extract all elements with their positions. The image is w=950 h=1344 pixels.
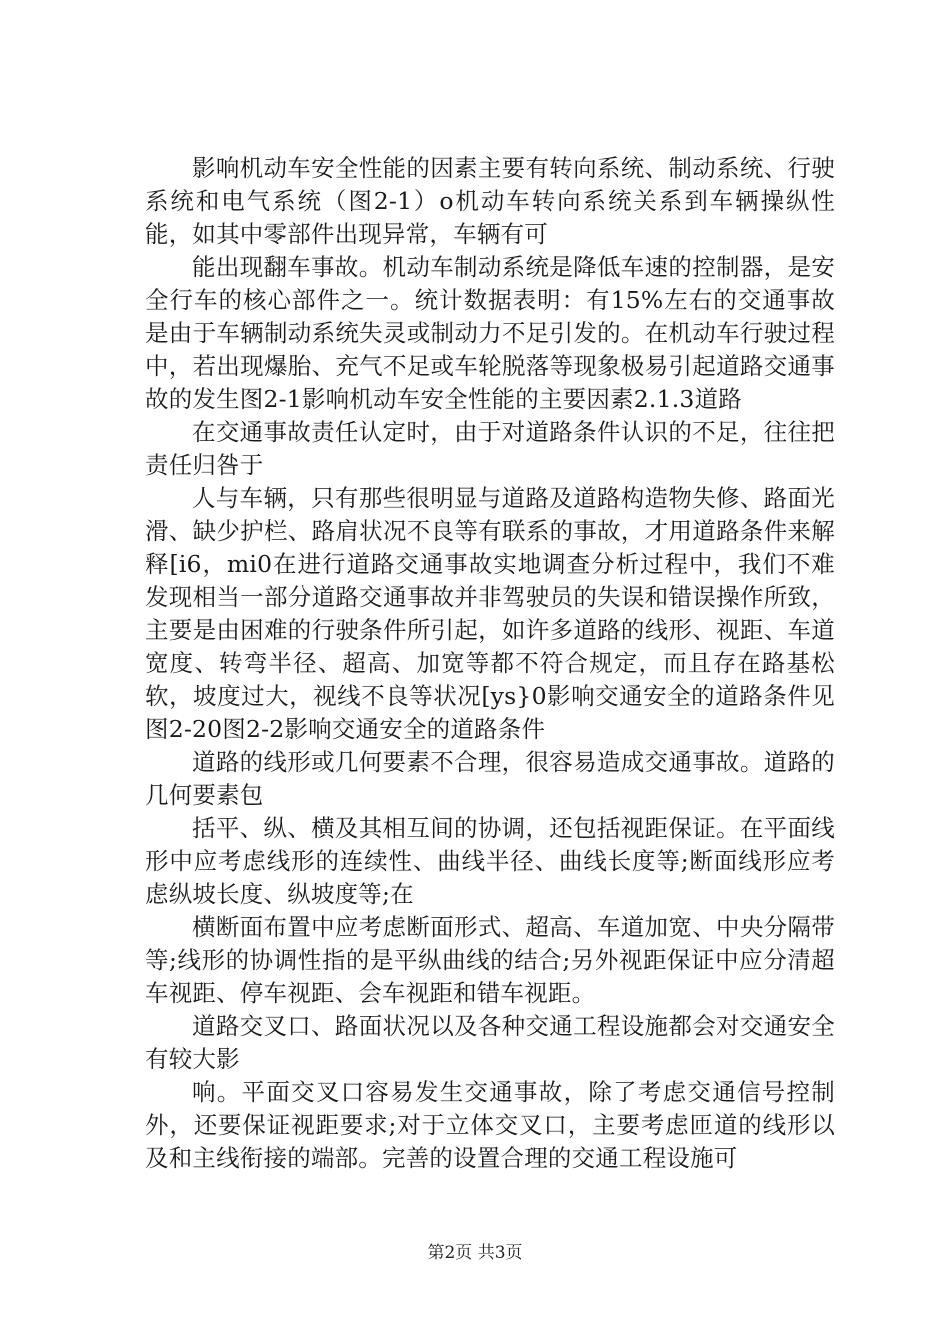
paragraph-3: 在交通事故责任认定时，由于对道路条件认识的不足，往往把责任归咎于 — [145, 418, 835, 479]
paragraph-7: 横断面布置中应考虑断面形式、超高、车道加宽、中央分隔带等;线形的协调性指的是平纵曲线的结合;另外视距保证中应分清超车视距、停车视距、会车视距和错车视距。 — [145, 913, 835, 1007]
paragraph-9: 响。平面交叉口容易发生交通事故，除了考虑交通信号控制外，还要保证视距要求;对于立体交叉口，主要考虑匝道的线形以及和主线衔接的端部。完善的设置合理的交通工程设施可 — [145, 1078, 835, 1172]
paragraph-5: 道路的线形或几何要素不合理，很容易造成交通事故。道路的几何要素包 — [145, 748, 835, 809]
paragraph-8: 道路交叉口、路面状况以及各种交通工程设施都会对交通安全有较大影 — [145, 1012, 835, 1073]
paragraph-6: 括平、纵、横及其相互间的协调，还包括视距保证。在平面线形中应考虑线形的连续性、曲线半径、曲线长度等;断面线形应考虑纵坡长度、纵坡度等;在 — [145, 814, 835, 908]
paragraph-1: 影响机动车安全性能的因素主要有转向系统、制动系统、行驶系统和电气系统（图2-1）o机动车转向系统关系到车辆操纵性能，如其中零部件出现异常，车辆有可 — [145, 154, 835, 248]
page-footer: 第2页 共3页 — [427, 1243, 523, 1263]
paragraph-2: 能出现翻车事故。机动车制动系统是降低车速的控制器，是安全行车的核心部件之一。统计数据表明：有15%左右的交通事故是由于车辆制动系统失灵或制动力不足引发的。在机动车行驶过程中，若出现爆胎、充气不足或车轮脱落等现象极易引起道路交通事故的发生图2-1影响机动车安全性能的主要因素2.1.3道路 — [145, 253, 835, 413]
body-text — [145, 152, 835, 1175]
paragraph-4: 人与车辆，只有那些很明显与道路及道路构造物失修、路面光滑、缺少护栏、路肩状况不良等有联系的事故，才用道路条件来解释[i6，mi0在进行道路交通事故实地调查分析过程中，我们不难发现相当一部分道路交通事故并非驾驶员的失误和错误操作所致，主要是由困难的行驶条件所引起，如许多道路的线形、视距、车道宽度、转弯半径、超高、加宽等都不符合规定，而且存在路基松软，坡度过大，视线不良等状况[ys}0影响交通安全的道路条件见图2-20图2-2影响交通安全的道路条件 — [145, 484, 835, 743]
